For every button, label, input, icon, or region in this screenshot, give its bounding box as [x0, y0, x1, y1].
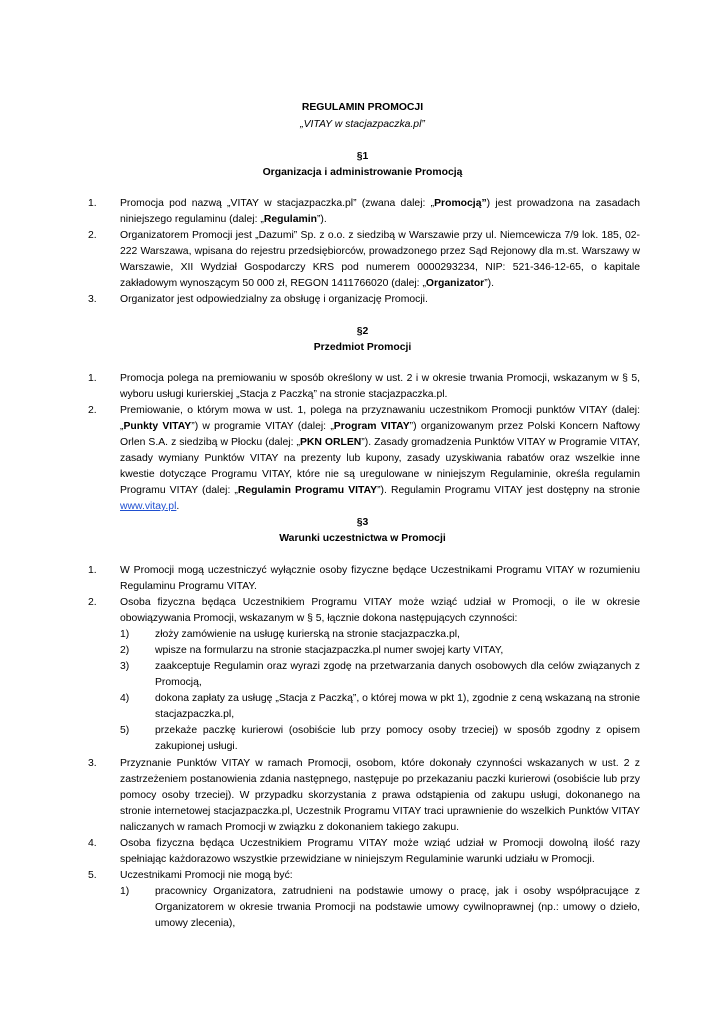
section-1-mark: §1 — [356, 151, 369, 162]
section-3-item-5: 5. Uczestnikami Promocji nie mogą być: — [88, 870, 293, 881]
vitay-link[interactable]: www.vitay.pl — [120, 501, 177, 512]
section-1-item-2: 2. Organizatorem Promocji jest „Dazumi” Sp. z o.o. z siedzibą w Warszawie przy ul. Niemcewicza 7/9 lok. 185, 02-222 Warszawa, wpisana do rejestru przedsiębiorców, prowadzonego przez Sąd Rejonowy dla m.st. Warszawy w Warszawie, XII Wydział Gospodarczy KRS pod numerem 0000293234, NIP: 521-346-12-65, o kapitale zakładowym wynoszącym 50 000 zł, REGON 1411766020 (dalej: „Organizator”). — [88, 230, 640, 289]
section-3-item-1: 1. W Promocji mogą uczestniczyć wyłącznie osoby fizyczne będące Uczestnikami Programu VITAY w rozumieniu Regulaminu Programu VITAY. — [88, 565, 640, 592]
document-title: REGULAMIN PROMOCJI — [301, 102, 424, 113]
section-3-item-3: 3. Przyznanie Punktów VITAY w ramach Promocji, osobom, które dokonały czynności wskazanych w ust. 2 z zastrzeżeniem postanowienia zdania następnego, następuje po przekazaniu paczki kurierowi (osobiście lub przy pomocy osoby trzeciej). W przypadku skorzystania z prawa odstąpienia od zakupu usługi, dokonanego na stronie internetowej stacjazpaczka.pl, Uczestnik Programu VITAY traci uprawnienie do wszelkich Punktów VITAY naliczanych w ramach Promocji w związku z dokonaniem takiego zakupu. — [88, 758, 640, 833]
section-3-item-2-sub-5: 5) przekaże paczkę kurierowi (osobiście lub przy pomocy osoby trzeciej) w sposób zgodny z opisem zakupionej usługi. — [120, 725, 640, 752]
section-3-item-2-sub-2: 2) wpisze na formularzu na stronie stacjazpaczka.pl numer swojej karty VITAY, — [120, 645, 504, 656]
section-1-heading: Organizacja i administrowanie Promocją — [262, 167, 463, 178]
section-3-item-2-sub-4: 4) dokona zapłaty za usługę „Stacja z Paczką”, o której mowa w pkt 1), zgodnie z ceną wskazaną na stronie stacjazpaczka.pl, — [120, 693, 640, 720]
document-subtitle: „VITAY w stacjazpaczka.pl” — [300, 119, 425, 130]
section-3-mark: §3 — [356, 517, 369, 528]
section-3-item-4: 4. Osoba fizyczna będąca Uczestnikiem Programu VITAY może wziąć udział w Promocji dowolną ilość razy spełniając każdorazowo wszystkie przewidziane w niniejszym Regulaminie warunki udziału w Promocji. — [88, 838, 640, 865]
section-3-item-2: 2. Osoba fizyczna będąca Uczestnikiem Programu VITAY może wziąć udział w Promocji, o ile w okresie obowiązywania Promocji, wskazanym w § 5, łącznie dokona następujących czynności: — [88, 597, 640, 624]
section-3-heading: Warunki uczestnictwa w Promocji — [279, 533, 446, 544]
section-1-item-1: 1. Promocja pod nazwą „VITAY w stacjazpaczka.pl” (zwana dalej: „Promocją”) jest prowadzona na zasadach niniejszego regulaminu (dalej: „Regulamin”). — [88, 198, 641, 225]
section-3-item-2-sub-3: 3) zaakceptuje Regulamin oraz wyrazi zgodę na przetwarzania danych osobowych dla celów związanych z Promocją, — [120, 661, 640, 688]
section-3-item-2-sub-1: 1) złoży zamówienie na usługę kurierską na stronie stacjazpaczka.pl, — [120, 629, 460, 640]
section-1-item-3: 3. Organizator jest odpowiedzialny za obsługę i organizację Promocji. — [88, 294, 428, 305]
section-2-mark: §2 — [356, 326, 369, 337]
section-2-item-2: 2. Premiowanie, o którym mowa w ust. 1, polega na przyznawaniu uczestnikom Promocji punktów VITAY (dalej: „Punkty VITAY”) w programie VITAY (dalej: „Program VITAY”) organizowanym przez Polski Koncern Naftowy Orlen S.A. z siedzibą w Płocku (dalej: „PKN ORLEN”). Zasady gromadzenia Punktów VITAY w Programie VITAY, zasady wymiany Punktów VITAY na prezenty lub kupony, zasady uzyskiwania rabatów oraz wszelkie inne kwestie dotyczące Programu VITAY, które nie są uregulowane w niniejszym Regulaminie, określa regulamin Programu VITAY (dalej: „Regulamin Programu VITAY”). Regulamin Programu VITAY jest dostępny na stronie www.vitay.pl. — [88, 405, 641, 512]
section-2-item-1: 1. Promocja polega na premiowaniu w sposób określony w ust. 2 i w okresie trwania Promocji, wskazanym w § 5, wyboru usługi kurierskiej „Stacja z Paczką” na stronie stacjazpaczka.pl. — [88, 373, 640, 400]
section-3-item-5-sub-1: 1) pracownicy Organizatora, zatrudnieni na podstawie umowy o pracę, jak i osoby współpracujące z Organizatorem w okresie trwania Promocji na podstawie umowy cywilnoprawnej (np.: umowy o dzieło, umowy zlecenia), — [120, 886, 640, 929]
section-2-heading: Przedmiot Promocji — [313, 342, 412, 353]
